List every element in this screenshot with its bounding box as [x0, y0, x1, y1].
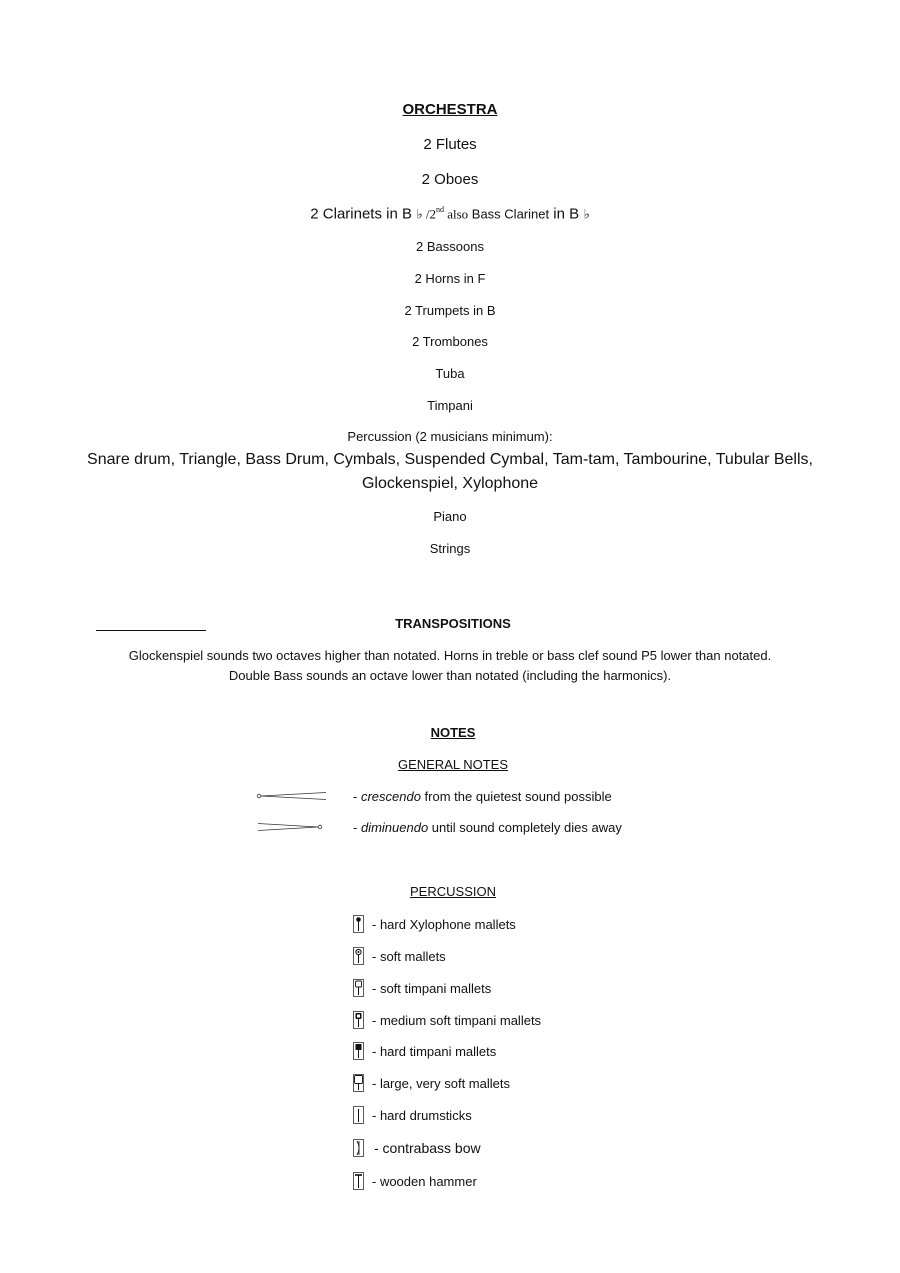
diminuendo-description: until sound completely dies away: [428, 820, 622, 835]
percussion-item-label: - contrabass bow: [374, 1140, 481, 1156]
tuba-line: Tuba: [435, 366, 465, 381]
also-word: also: [443, 206, 469, 222]
large-soft-mallet-icon: [352, 1073, 366, 1093]
percussion-item: [352, 1105, 472, 1125]
hard-xylophone-mallet-icon: [352, 914, 366, 934]
percussion-label: Percussion (2 musicians minimum):: [347, 429, 553, 444]
clarinets-line: [0, 205, 900, 223]
diminuendo-hairpin-icon: [256, 821, 324, 833]
percussion-item: [352, 1010, 541, 1030]
diminuendo-term: diminuendo: [360, 820, 429, 835]
crescendo-note: [353, 789, 612, 804]
bass-clarinet-text: Bass Clarinet: [468, 206, 550, 222]
medium-soft-timpani-mallet-icon: [352, 1010, 366, 1030]
percussion-item: [352, 978, 491, 998]
timpani-line: Timpani: [427, 398, 473, 413]
percussion-item: [352, 914, 516, 934]
nd-superscript: nd: [435, 205, 444, 214]
percussion-item-label: - soft mallets: [372, 948, 446, 964]
flat-sign-2: ♭: [583, 206, 590, 222]
percussion-item-label: - medium soft timpani mallets: [372, 1012, 542, 1028]
trombones-line: 2 Trombones: [412, 334, 488, 349]
soft-mallet-icon: [352, 946, 366, 966]
percussion-item-label: - hard timpani mallets: [372, 1043, 497, 1059]
percussion-item: [352, 1138, 481, 1158]
crescendo-description: from the quietest sound possible: [420, 789, 612, 804]
percussion-item: [352, 1171, 477, 1191]
percussion-list-line1: Snare drum, Triangle, Bass Drum, Cymbals, Suspended Cymbal, Tam-tam, Tambourine, Tubular Bells,: [87, 451, 813, 468]
crescendo-hairpin-icon: [256, 790, 328, 802]
hard-drumstick-icon: [352, 1105, 366, 1125]
flutes-line: 2 Flutes: [423, 136, 477, 153]
notes-heading: NOTES: [430, 725, 476, 740]
flat-sign: ♭: [416, 206, 423, 222]
percussion-item-label: - wooden hammer: [372, 1173, 477, 1189]
percussion-item-label: - soft timpani mallets: [372, 980, 492, 996]
trumpets-line: 2 Trumpets in B: [404, 303, 496, 318]
strings-line: Strings: [429, 541, 471, 556]
percussion-item-label: - hard Xylophone mallets: [372, 916, 516, 932]
percussion-item: [352, 946, 446, 966]
transpositions-line1: Glockenspiel sounds two octaves higher than notated. Horns in treble or bass clef sound P5 lower than notated.: [128, 648, 772, 663]
clarinets-part1: 2 Clarinets in B: [310, 205, 412, 223]
percussion-item: [352, 1073, 510, 1093]
piano-line: Piano: [433, 509, 467, 524]
soft-timpani-mallet-icon: [352, 978, 366, 998]
general-notes-heading: GENERAL NOTES: [397, 757, 509, 772]
diminuendo-note: [353, 820, 622, 835]
orchestra-heading: ORCHESTRA: [402, 101, 498, 118]
percussion-item-label: - large, very soft mallets: [372, 1075, 510, 1091]
percussion-item: [352, 1041, 496, 1061]
diminuendo-prefix: -: [353, 820, 361, 835]
horns-line: 2 Horns in F: [414, 271, 486, 286]
slash-second: /2: [422, 206, 436, 222]
transpositions-line2: Double Bass sounds an octave lower than notated (including the harmonics).: [228, 668, 672, 683]
oboes-line: 2 Oboes: [421, 171, 479, 188]
percussion-list-line2: Glockenspiel, Xylophone: [361, 475, 539, 492]
wooden-hammer-icon: [352, 1171, 366, 1191]
crescendo-prefix: -: [353, 789, 361, 804]
transpositions-heading: TRANSPOSITIONS: [395, 616, 511, 631]
percussion-item-label: - hard drumsticks: [372, 1107, 472, 1123]
percussion-heading: PERCUSSION: [410, 884, 496, 899]
bassoons-line: 2 Bassoons: [416, 239, 484, 254]
clarinets-part3: in B: [549, 205, 580, 223]
hard-timpani-mallet-icon: [352, 1041, 366, 1061]
crescendo-term: crescendo: [360, 789, 421, 804]
contrabass-bow-icon: [352, 1138, 368, 1158]
